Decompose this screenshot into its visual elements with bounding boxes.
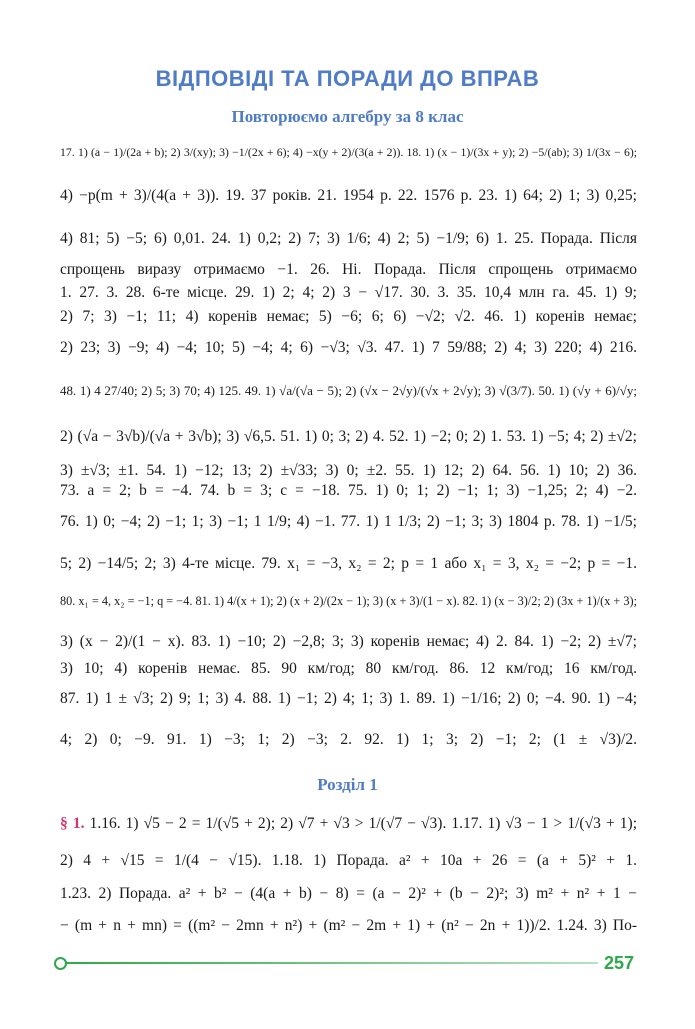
answer-line: спрощень виразу отримаємо −1. 26. Ні. Порада. Після спрощень отримаємо [60,261,637,278]
answer-line: 73. a = 2; b = −4. 74. b = 3; c = −18. 75. 1) 0; 1; 2) −1; 1; 3) −1,25; 2; 4) −2. [60,482,637,499]
page-number: 257 [604,953,635,973]
chapter-heading: Розділ 1 [317,775,378,794]
page-title: ВІДПОВІДІ ТА ПОРАДИ ДО ВПРАВ [155,66,540,91]
paragraph-mark: § 1. [60,815,85,832]
answer-line: 80. x₁ = 4, x₂ = −1; q = −4. 81. 1) 4/(x + 1); 2) (x + 2)/(2x − 1); 3) (x + 3)/(1 − x). 82. 1) (x − 3)/2; 2) (3x + 1)/(x + 3); [60,594,637,608]
answer-line: 2) (√a − 3√b)/(√a + 3√b); 3) √6,5. 51. 1) 0; 3; 2) 4. 52. 1) −2; 0; 2) 1. 53. 1) −5; 4; 2) ±√2; [60,428,637,445]
answer-line: − (m + n + mn) = ((m² − 2mn + n²) + (m² − 2m + 1) + (n² − 2n + 1))/2. 1.24. 3) По- [60,917,637,934]
answer-text: 1.16. 1) √5 − 2 = 1/(√5 + 2); 2) √7 + √3 > 1/(√7 − √3). 1.17. 1) √3 − 1 > 1/(√3 + 1); [89,815,637,832]
answer-line: 4; 2) 0; −9. 91. 1) −3; 1; 2) −3; 2. 92. 1) 1; 3; 2) −1; 2; (1 ± √3)/2. [60,731,637,748]
answer-line: 48. 1) 4 27/40; 2) 5; 3) 70; 4) 125. 49. 1) √a/(√a − 5); 2) (√x − 2√y)/(√x + 2√y); 3) √(3/7). 50. 1) (√y + 6)/√y; [60,383,637,398]
answer-line: 3) (x − 2)/(1 − x). 83. 1) −10; 2) −2,8; 3; 3) коренів немає; 4) 2. 84. 1) −2; 2) ±√7; [60,633,637,650]
answer-line: 76. 1) 0; −4; 2) −1; 1; 3) −1; 1 1/9; 4) −1. 77. 1) 1 1/3; 2) −1; 3; 3) 1804 р. 78. 1) −1/5; [60,513,637,530]
answer-line: 1. 27. 3. 28. 6-те місце. 29. 1) 2; 4; 2) 3 − √17. 30. 3. 35. 10,4 млн га. 45. 1) 9; [60,284,637,301]
answer-line [60,815,637,833]
answer-line: 2) 7; 3) −1; 11; 4) коренів немає; 5) −6; 6; 6) −√2; √2. 46. 1) коренів немає; [60,308,637,325]
answer-line: 5; 2) −14/5; 2; 3) 4-те місце. 79. x₁ = −3, x₂ = 2; p = 1 або x₁ = 3, x₂ = −2; p = −1. [60,555,637,572]
answer-line: 3) ±√3; ±1. 54. 1) −12; 13; 2) ±√33; 3) 0; ±2. 55. 1) 12; 2) 64. 56. 1) 10; 2) 36. [60,462,637,479]
footer-circle-icon [54,957,67,970]
footer-rule [58,962,598,964]
section-subtitle: Повторюємо алгебру за 8 клас [231,107,464,126]
answer-line: 2) 4 + √15 = 1/(4 − √15). 1.18. 1) Порада. a² + 10a + 26 = (a + 5)² + 1. [60,852,637,869]
answer-line: 3) 10; 4) коренів немає. 85. 90 км/год; 80 км/год. 86. 12 км/год; 16 км/год. [60,660,637,677]
answer-line: 17. 1) (a − 1)/(2a + b); 2) 3/(xy); 3) −1/(2x + 6); 4) −x(y + 2)/(3(a + 2)). 18. 1) (x − 1)/(3x + y); 2) −5/(ab); 3) 1/(3x − 6); [60,146,637,159]
answer-line: 1.23. 2) Порада. a² + b² − (4(a + b) − 8) = (a − 2)² + (b − 2)²; 3) m² + n² + 1 − [60,885,637,902]
answer-line: 4) 81; 5) −5; 6) 0,01. 24. 1) 0,2; 2) 7; 3) 1/6; 4) 2; 5) −1/9; 6) 1. 25. Порада. Після [60,230,637,247]
answer-line: 4) −p(m + 3)/(4(a + 3)). 19. 37 років. 21. 1954 р. 22. 1576 р. 23. 1) 64; 2) 1; 3) 0,25; [60,187,637,204]
answer-line: 2) 23; 3) −9; 4) −4; 10; 5) −4; 4; 6) −√3; √3. 47. 1) 7 59/88; 2) 4; 3) 220; 4) 216. [60,339,637,356]
answer-line: 87. 1) 1 ± √3; 2) 9; 1; 3) 4. 88. 1) −1; 2) 4; 1; 3) 1. 89. 1) −1/16; 2) 0; −4. 90. 1) −4; [60,690,637,707]
